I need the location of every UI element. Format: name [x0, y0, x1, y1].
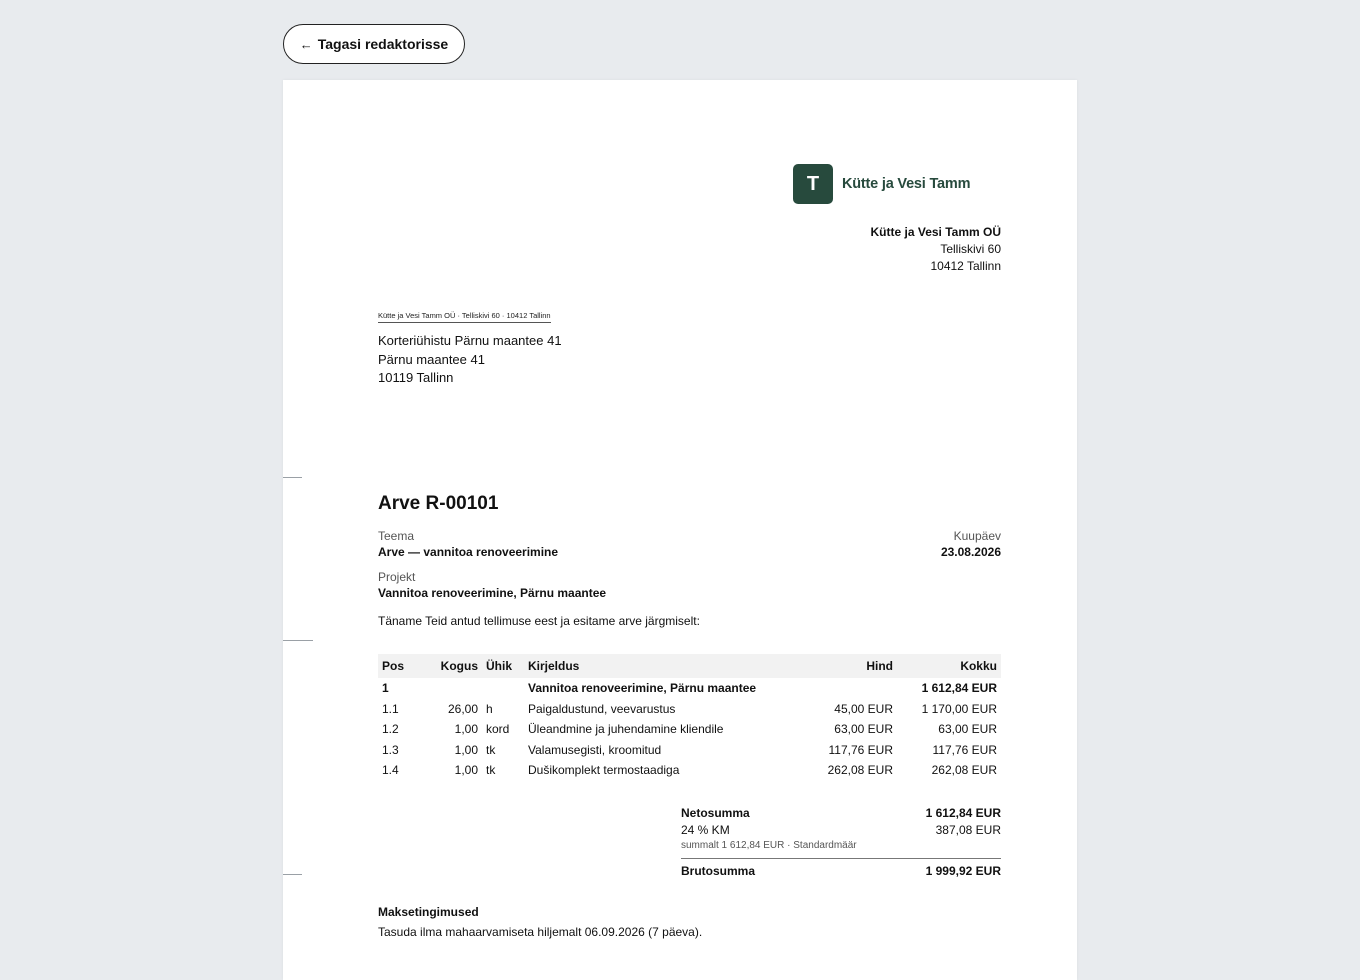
- row-total: 262,08 EUR: [931, 763, 997, 778]
- sender-address: [871, 224, 1001, 275]
- row-pos: 1.1: [382, 701, 399, 716]
- header-qty: Kogus: [428, 654, 482, 678]
- sender-city: 10412 Tallinn: [930, 259, 1001, 273]
- row-price: 45,00 EUR: [834, 701, 893, 716]
- subject-value: Arve — vannitoa renoveerimine: [378, 545, 559, 559]
- row-unit: kord: [486, 722, 510, 737]
- subject-label: Teema: [378, 529, 415, 543]
- payment-terms-title: Maksetingimused: [378, 905, 479, 919]
- row-price: 262,08 EUR: [827, 763, 893, 778]
- return-address-line: Kütte ja Vesi Tamm OÜ · Telliskivi 60 · 10412 Tallinn: [378, 311, 551, 323]
- row-price: 63,00 EUR: [834, 722, 893, 737]
- table-header-row: [378, 654, 1001, 678]
- table-row: [378, 760, 1001, 781]
- logo-mark: T: [793, 164, 833, 204]
- gross-total-row: [681, 863, 1001, 880]
- table-row: [378, 699, 1001, 720]
- invoice-title: Arve R-00101: [378, 493, 499, 514]
- row-pos: 1.4: [382, 763, 399, 778]
- row-unit: tk: [486, 763, 496, 778]
- vat-note: summalt 1 612,84 EUR · Standardmäär: [681, 839, 1001, 859]
- subject-block: [378, 528, 558, 560]
- row-pos: 1.2: [382, 722, 399, 737]
- recipient-street: Pärnu maantee 41: [378, 351, 485, 367]
- punch-mark: [283, 640, 313, 641]
- row-desc: Paigaldustund, veevarustus: [528, 701, 676, 716]
- row-unit: h: [486, 701, 493, 716]
- totals-block: [681, 805, 1001, 880]
- company-logo: [793, 164, 970, 204]
- header-desc: Kirjeldus: [524, 654, 799, 678]
- row-total: 63,00 EUR: [938, 722, 997, 737]
- row-desc: Dušikomplekt termostaadiga: [528, 763, 680, 778]
- recipient-address: [378, 332, 562, 388]
- group-desc: Vannitoa renoveerimine, Pärnu maantee: [528, 681, 757, 696]
- sender-street: Telliskivi 60: [940, 242, 1001, 256]
- recipient-name: Korteriühistu Pärnu maantee 41: [378, 333, 562, 348]
- header-total: Kokku: [897, 654, 1001, 678]
- header-price: Hind: [799, 654, 897, 678]
- group-total: 1 612,84 EUR: [921, 681, 997, 696]
- group-qty: [428, 678, 482, 699]
- gross-value: 1 999,92 EUR: [925, 864, 1001, 878]
- fold-mark-top: [283, 477, 302, 478]
- row-qty: 26,00: [447, 701, 478, 716]
- net-label: Netosumma: [681, 806, 750, 820]
- recipient-city: 10119 Tallinn: [378, 370, 454, 385]
- row-total: 117,76 EUR: [932, 742, 997, 757]
- row-desc: Valamusegisti, kroomitud: [528, 742, 662, 757]
- header-unit: Ühik: [482, 654, 524, 678]
- group-unit: [482, 678, 524, 699]
- row-qty: 1,00: [454, 742, 478, 757]
- payment-terms: [378, 902, 702, 942]
- row-qty: 1,00: [454, 763, 478, 778]
- date-label: Kuupäev: [953, 529, 1001, 543]
- row-total: 1 170,00 EUR: [921, 701, 997, 716]
- project-block: [378, 569, 606, 601]
- net-total-row: [681, 805, 1001, 822]
- sender-name: Kütte ja Vesi Tamm OÜ: [870, 225, 1001, 239]
- date-block: [941, 528, 1001, 560]
- group-price: [799, 678, 897, 699]
- table-row: [378, 740, 1001, 761]
- group-pos: 1: [382, 681, 389, 696]
- back-button-label: Tagasi redaktorisse: [317, 36, 449, 52]
- line-items-table: [378, 654, 1001, 781]
- project-value: Vannitoa renoveerimine, Pärnu maantee: [378, 586, 607, 600]
- invoice-page: [283, 80, 1077, 980]
- row-pos: 1.3: [382, 742, 399, 757]
- date-value: 23.08.2026: [940, 545, 1001, 559]
- table-group-row: [378, 678, 1001, 699]
- vat-label: 24 % KM: [681, 823, 730, 837]
- header-pos: Pos: [378, 654, 428, 678]
- logo-text: Kütte ja Vesi Tamm: [842, 176, 971, 192]
- row-desc: Üleandmine ja juhendamine kliendile: [528, 722, 724, 737]
- intro-text: Täname Teid antud tellimuse eest ja esitame arve järgmiselt:: [378, 614, 700, 628]
- net-value: 1 612,84 EUR: [925, 806, 1001, 820]
- arrow-left-icon: ←: [299, 36, 313, 52]
- gross-label: Brutosumma: [681, 864, 756, 878]
- row-unit: tk: [486, 742, 496, 757]
- payment-terms-text: Tasuda ilma mahaarvamiseta hiljemalt 06.09.2026 (7 päeva).: [378, 925, 703, 939]
- vat-row: [681, 822, 1001, 839]
- back-to-editor-button[interactable]: [283, 24, 465, 64]
- row-price: 117,76 EUR: [828, 742, 893, 757]
- project-label: Projekt: [378, 570, 416, 584]
- vat-value: 387,08 EUR: [935, 823, 1001, 837]
- row-qty: 1,00: [454, 722, 478, 737]
- table-row: [378, 719, 1001, 740]
- fold-mark-bottom: [283, 874, 302, 875]
